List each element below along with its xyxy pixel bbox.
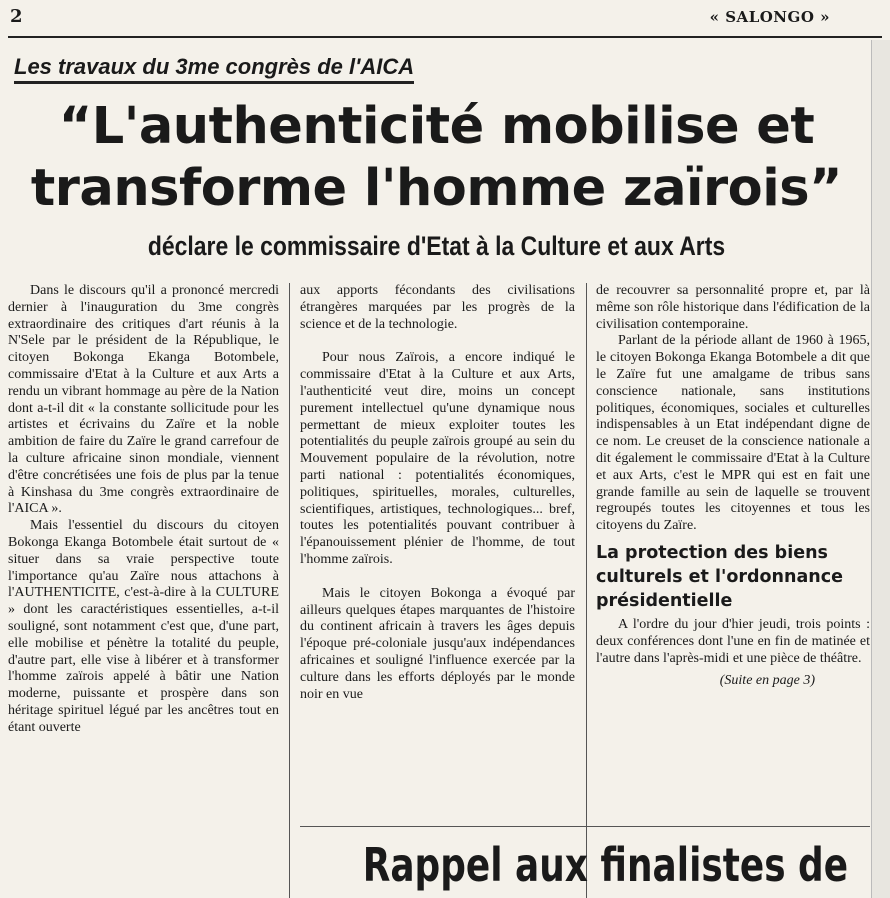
newspaper-name: « SALONGO » (709, 8, 830, 26)
next-article-headline: Rappel aux finalistes de (362, 838, 849, 892)
paragraph: Pour nous Zaïrois, a encore indiqué le commissaire d'Etat à la Culture et aux Arts, l'authenticité veut dire, moins un concept purement intellectuel qu'une dynamique nous permettant de mieux exploiter toutes les potentialités du peuple zaïrois groupé au sein du Mouvement populaire de la révolution, notre parti national : potentialités économiques, politiques, spirituelles, morales, culturelles, scientifiques, artistiques, technologiques... bref, toutes les potentialités pouvant contribuer à l'épanouissement plénier de l'homme, de tout l'homme zaïrois. (300, 350, 575, 567)
article-subheadline: déclare le commissaire d'Etat à la Culture et aux Arts (147, 231, 726, 261)
article-column-1 (8, 283, 279, 737)
paragraph: aux apports fécondants des civilisations étrangères marquées par les progrès de la science et de la technologie. (300, 283, 575, 332)
paragraph: Parlant de la période allant de 1960 à 1965, le citoyen Bokonga Ekanga Botombele a dit que le Zaïre fut une amalgame de tribus sans conscience nationale, sans institutions politiques, économiques, sociales et culturelles indispensables à un Etat indépendant digne de ce nom. Le creuset de la conscience nationale a dit également le commissaire d'Etat à la Culture et aux Arts, c'est le MPR qui est en fait une grande famille au sein de laquelle se trouvent regroupés toutes les citoyennes et tous les citoyens du Zaïre. (596, 333, 870, 534)
article-separator (300, 826, 870, 827)
header-rule (8, 36, 882, 38)
paragraph: Dans le discours qu'il a prononcé mercredi dernier à l'inauguration du 3me congrès extraordinaire des critiques d'art réunis à la N'Sele par le président de la République, le citoyen Bokonga Ekanga Botombele, commissaire d'Etat à la Culture et aux Arts a rendu un vibrant hommage au père de la Nation dont a-t-il dit « la constante sollicitude pour les artistes et écrivains du Zaïre et la noble ambition de faire du Zaïre le grand carrefour de la culture africaine sinon mondiale, viennent d'être concrétisées une fois de plus par la tenue à Kinshasa du 3me congrès extraordinaire de l'AICA ». (8, 283, 279, 517)
page-number: 2 (10, 6, 23, 27)
column-rule (289, 283, 290, 898)
paragraph: Mais l'essentiel du discours du citoyen Bokonga Ekanga Botombele était surtout de « situer dans sa vraie perspective toute l'importance qu'au Zaïre nous attachons à l'AUTHENTICITE, c'est-à-dire à la CULTURE » dont les caractéristiques essentielles, a-t-il souligné, sont notamment c'est que, d'une part, elle mobilise et pénètre la totalité du peuple, d'autre part, elle vise à libérer et à transformer l'homme zaïrois appelé à bâtir une Nation moderne, puissante et prospère dans son héritage spirituel légué par les ancêtres tout en étant ouverte (8, 518, 279, 735)
paragraph: A l'ordre du jour d'hier jeudi, trois points : deux conférences dont l'une en fin de matinée et l'autre dans l'après-midi et une pièce de théâtre. (596, 616, 870, 666)
continued-note: (Suite en page 3) (719, 673, 815, 689)
article-column-2 (300, 283, 575, 703)
column-rule (586, 283, 587, 898)
section-heading: La protection des biens culturels et l'ordonnance présidentielle (596, 542, 843, 611)
paragraph: Mais le citoyen Bokonga a évoqué par ailleurs quelques étapes marquantes de l'histoire du continent africain à travers les âges depuis l'époque pré-coloniale jusqu'aux indépendances africaines et souligné l'influence exercée par la culture dans les efforts déployés par le monde noir en vue (300, 585, 575, 702)
article-headline: “L'authenticité mobilise et transforme l'homme zaïrois” (30, 97, 843, 218)
article-kicker: Les travaux du 3me congrès de l'AICA (14, 54, 414, 84)
paragraph: de recouvrer sa personnalité propre et, par là même son rôle historique dans l'édification de la civilisation contemporaine. (596, 283, 870, 332)
article-column-3 (596, 283, 870, 690)
adjacent-page-edge (871, 40, 890, 898)
